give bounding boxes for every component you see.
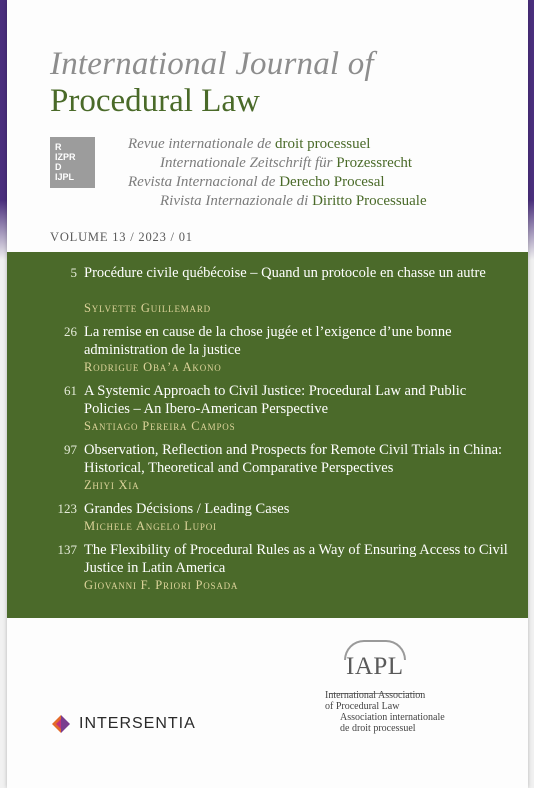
toc-author: Giovanni F. Priori Posada	[84, 578, 239, 592]
translation-strong: droit processuel	[275, 136, 371, 152]
toc-article-title: Procédure civile québécoise – Quand un protocole en chasse un autre	[84, 265, 486, 281]
journal-badge	[50, 137, 95, 188]
volume-label: VOLUME 13 / 2023 / 01	[50, 230, 193, 244]
translation-lead: Rivista Internazionale di	[160, 193, 313, 209]
iapl-name-line: International Association	[325, 690, 426, 701]
toc-page-number: 5	[70, 265, 77, 280]
toc-article-title: Observation, Reflection and Prospects for Remote Civil Trials in China: Historical, Theoretical and Comparative Perspectives	[84, 442, 503, 476]
translation-strong: Derecho Procesal	[279, 174, 385, 190]
journal-title-line1: International Journal of	[50, 46, 374, 82]
iapl-name-french	[340, 712, 445, 734]
journal-cover	[7, 0, 528, 788]
toc-author: Santiago Pereira Campos	[84, 419, 236, 433]
toc-author: Zhiyi Xia	[84, 478, 140, 492]
iapl-name-english	[325, 690, 425, 712]
publisher-name: INTERSENTIA	[79, 715, 196, 732]
toc-article-title: A Systemic Approach to Civil Justice: Procedural Law and Public Policies – An Ibero-American Perspective	[84, 383, 467, 417]
toc-page-number: 137	[57, 542, 77, 557]
table-of-contents	[7, 252, 528, 618]
title-translation-german	[160, 155, 412, 172]
title-translation-italian	[160, 193, 427, 210]
toc-page-number: 26	[64, 324, 77, 339]
iapl-name-line: Association internationale	[340, 712, 445, 723]
journal-title-line2: Procedural Law	[50, 83, 260, 119]
intersentia-logo-icon	[50, 713, 72, 735]
translation-lead: Revue internationale de	[128, 136, 276, 152]
toc-author: Michele Angelo Lupoi	[84, 519, 217, 533]
toc-article-title: La remise en cause de la chose jugée et l’exigence d’une bonne administration de la justice	[84, 324, 452, 358]
title-translation-spanish	[128, 174, 385, 191]
toc-page-number: 61	[64, 383, 77, 398]
toc-article-title: Grandes Décisions / Leading Cases	[84, 501, 290, 517]
badge-line: D	[55, 162, 62, 172]
iapl-name-line: of Procedural Law	[325, 701, 400, 712]
translation-lead: Internationale Zeitschrift für	[160, 155, 337, 171]
translation-strong: Prozessrecht	[336, 155, 413, 171]
badge-line: R	[55, 142, 62, 152]
toc-page-number: 97	[64, 442, 77, 457]
translation-lead: Revista Internacional de	[128, 174, 280, 190]
toc-author: Sylvette Guillemard	[84, 301, 211, 315]
iapl-name-line: de droit processuel	[340, 723, 416, 734]
translation-strong: Diritto Processuale	[312, 193, 427, 209]
toc-page-number: 123	[57, 501, 77, 516]
toc-article-title: The Flexibility of Procedural Rules as a Way of Ensuring Access to Civil Justice in Latin America	[84, 542, 508, 576]
badge-line: IJPL	[55, 172, 75, 182]
toc-author: Rodrigue Oba’a Akono	[84, 360, 222, 374]
iapl-logo-text: IAPL	[346, 653, 404, 680]
title-translation-french	[128, 136, 370, 153]
badge-line: IZPR	[55, 152, 76, 162]
